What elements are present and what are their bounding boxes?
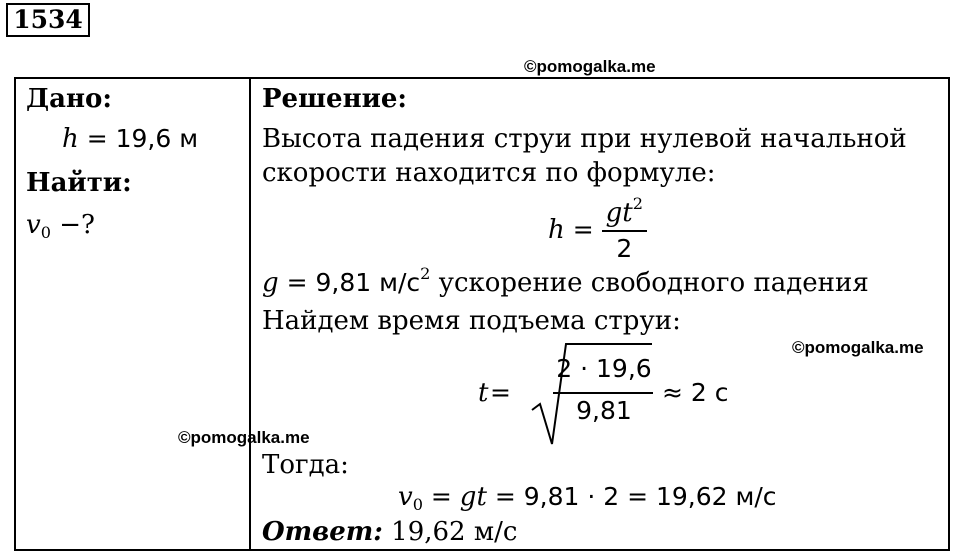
watermark-top: ©pomogalka.me — [524, 57, 656, 76]
answer-line — [262, 517, 517, 547]
problem-number: 1534 — [6, 3, 90, 37]
f2-lhs: t — [478, 378, 489, 408]
f2-equals: = — [490, 378, 511, 407]
solution-line-1: Высота падения струи при нулевой начальной — [262, 124, 907, 154]
find-heading: Найти: — [26, 168, 132, 198]
f1-numerator: gt — [605, 198, 633, 228]
f1-equals: = — [564, 215, 602, 244]
column-divider — [249, 77, 251, 551]
find-unknown — [26, 210, 95, 240]
f1-lhs: h — [548, 215, 565, 245]
f3-subscript: 0 — [412, 494, 423, 514]
answer-value: 19,62 м/с — [382, 517, 518, 547]
gravity-line — [262, 263, 869, 298]
h-variable: h — [62, 124, 79, 154]
watermark-mid: ©pomogalka.me — [178, 428, 310, 447]
f3-computation: = 9,81 · 2 = 19,62 м/с — [486, 482, 777, 511]
given-height — [62, 124, 198, 154]
g-value: = 9,81 м/с — [278, 268, 421, 297]
solution-heading: Решение: — [262, 84, 408, 114]
solution-line-5: Найдем время подъема струи: — [262, 306, 681, 336]
f2-denominator: 9,81 — [576, 396, 632, 425]
f1-exponent: 2 — [632, 193, 643, 213]
f3-v: v — [398, 482, 413, 512]
g-exponent: 2 — [420, 263, 431, 283]
g-description: ускорение свободного падения — [430, 268, 869, 298]
f2-result: ≈ 2 с — [662, 378, 729, 407]
watermark-right: ©pomogalka.me — [792, 338, 924, 357]
given-heading: Дано: — [26, 84, 112, 114]
then-label: Тогда: — [262, 450, 349, 480]
formula-height — [548, 193, 647, 266]
v-variable: v — [26, 210, 41, 240]
v-question: −? — [50, 210, 95, 240]
f3-equals: = — [422, 482, 460, 511]
formula-velocity — [398, 482, 777, 512]
f2-numerator: 2 · 19,6 — [556, 354, 652, 383]
solution-line-2: скорости находится по формуле: — [262, 158, 716, 188]
g-variable: g — [262, 268, 279, 298]
answer-label: Ответ: — [262, 517, 383, 547]
h-value: = 19,6 м — [78, 124, 199, 153]
v-subscript: 0 — [40, 222, 51, 242]
f1-denominator: 2 — [616, 234, 633, 263]
f3-gt: gt — [459, 482, 487, 512]
f2-fraction-bar — [553, 392, 653, 394]
f1-fraction — [602, 193, 647, 266]
